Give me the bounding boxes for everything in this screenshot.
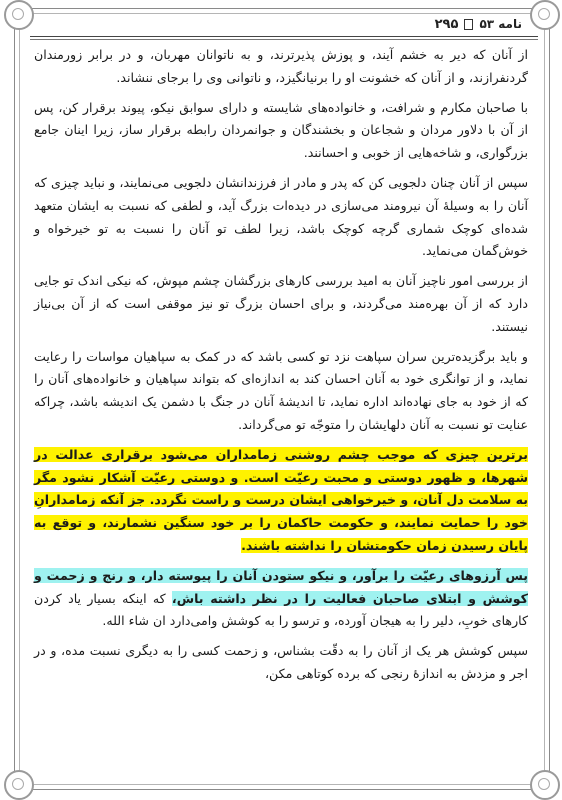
header-rule (30, 36, 538, 37)
corner-ornament (4, 770, 34, 800)
page-number: ۲۹۵ (434, 16, 459, 32)
paragraph-highlighted (34, 444, 528, 558)
corner-ornament (530, 0, 560, 30)
letter-label: نامه ۵۳ (479, 17, 522, 31)
paragraph-highlighted (34, 565, 528, 633)
paragraph: از آنان که دیر به خشم آیند، و پوزش پذیرترند، و به ناتوانان مهربان، و در برابر زورمندان گردنفرازند، و از آنان که خشونت او را برنیانگیزد، و ناتوانی وی را برجای ننشاند. (34, 47, 528, 85)
header-rule-thin (30, 39, 538, 40)
header-separator-icon (464, 19, 473, 30)
page-header (30, 13, 522, 35)
paragraph: و باید برگزیده‌ترین سران سپاهت نزد تو کسی باشد که در کمک به سپاهیان مواسات را رعایت نماید، و از توانگری خود به آنان احسان کند به اندازه‌ای که بتواند سپاهیان و خانواده‌های آنان را که از خود به جای نهاده‌اند اداره نماید، تا اندیشهٔ آنان در جنگ با دشمن یک اندیشه باشد، چراکه عنایت تو نسبت به آنان دلهایشان را متوجّه تو می‌گرداند. (34, 348, 528, 432)
highlighted-text-yellow: برترین چیزی که موجب چشم روشنی زمامداران می‌شود برقراری عدالت در شهرها، و ظهور دوستی و محبت رعیّت است. و دوستی رعیّت آشکار نشود مگر به سلامت دل آنان، و خیرخواهی ایشان درست و راست نگردد. جز آنکه زمامدارانِ خود را حمایت نمایند، و حکومت حاکمان را بر خود سنگین نشمارند، و توقع به پایان رسیدن زمان حکومتشان را نداشته باشند. (34, 446, 528, 553)
highlighted-text-cyan: پس آرزوهای رعیّت را برآور، و نیکو ستودن آنان را پیوسته دار، و رنج و زحمت و کوشش و ابتلای صاحبان فعالیت را در نظر داشته باش، (34, 567, 528, 606)
paragraph: سپس کوشش هر یک از آنان را به دقّت بشناس، و زحمت کسی را به دیگری نسبت مده، و در اجر و مزدش به اندازهٔ رنجی که برده کوتاهی مکن، (34, 643, 528, 681)
corner-ornament (530, 770, 560, 800)
paragraph: سپس از آنان چنان دلجویی کن که پدر و مادر از فرزندانشان دلجویی می‌نمایند، و نباید چیزی که آنان را به وسیلهٔ آن نیرومند می‌سازی در دیده‌ات بزرگ آید، و لطفی که نسبت به ایشان متعهد شده‌ای کوچک شماری گرچه کوچک باشد، زیرا لطف تو آنان را نسبت به تو خیرخواه و خوش‌گمان می‌نماید. (34, 174, 528, 259)
paragraph: از بررسی امور ناچیز آنان به امید بررسی کارهای بزرگشان چشم مپوش، که نیکی اندک تو جایی دارد که از آن بهره‌مند می‌گردند، و برای احسان بزرگ تو نیز موقفی است که از آن بی‌نیاز نیستند. (34, 273, 528, 334)
paragraph-continuation: که اینکه بسیار یاد کردن کارهای خوبِ، دلیر را به هیجان آورده، و ترسو را به کوشش وامی‌دارد ان شاء الله. (34, 590, 528, 629)
paragraph: با صاحبان مکارم و شرافت، و خانواده‌های شایسته و دارای سوابق نیکو، پیوند برقرار کن، پس از آن با دلاور مردان و شجاعان و بخشندگان و جوانمردان رابطه برقرار ساز، زیرا اینان جامع بزرگواری، و شاخه‌هایی از خوبی و احسانند. (34, 99, 528, 161)
body-text (34, 44, 528, 693)
